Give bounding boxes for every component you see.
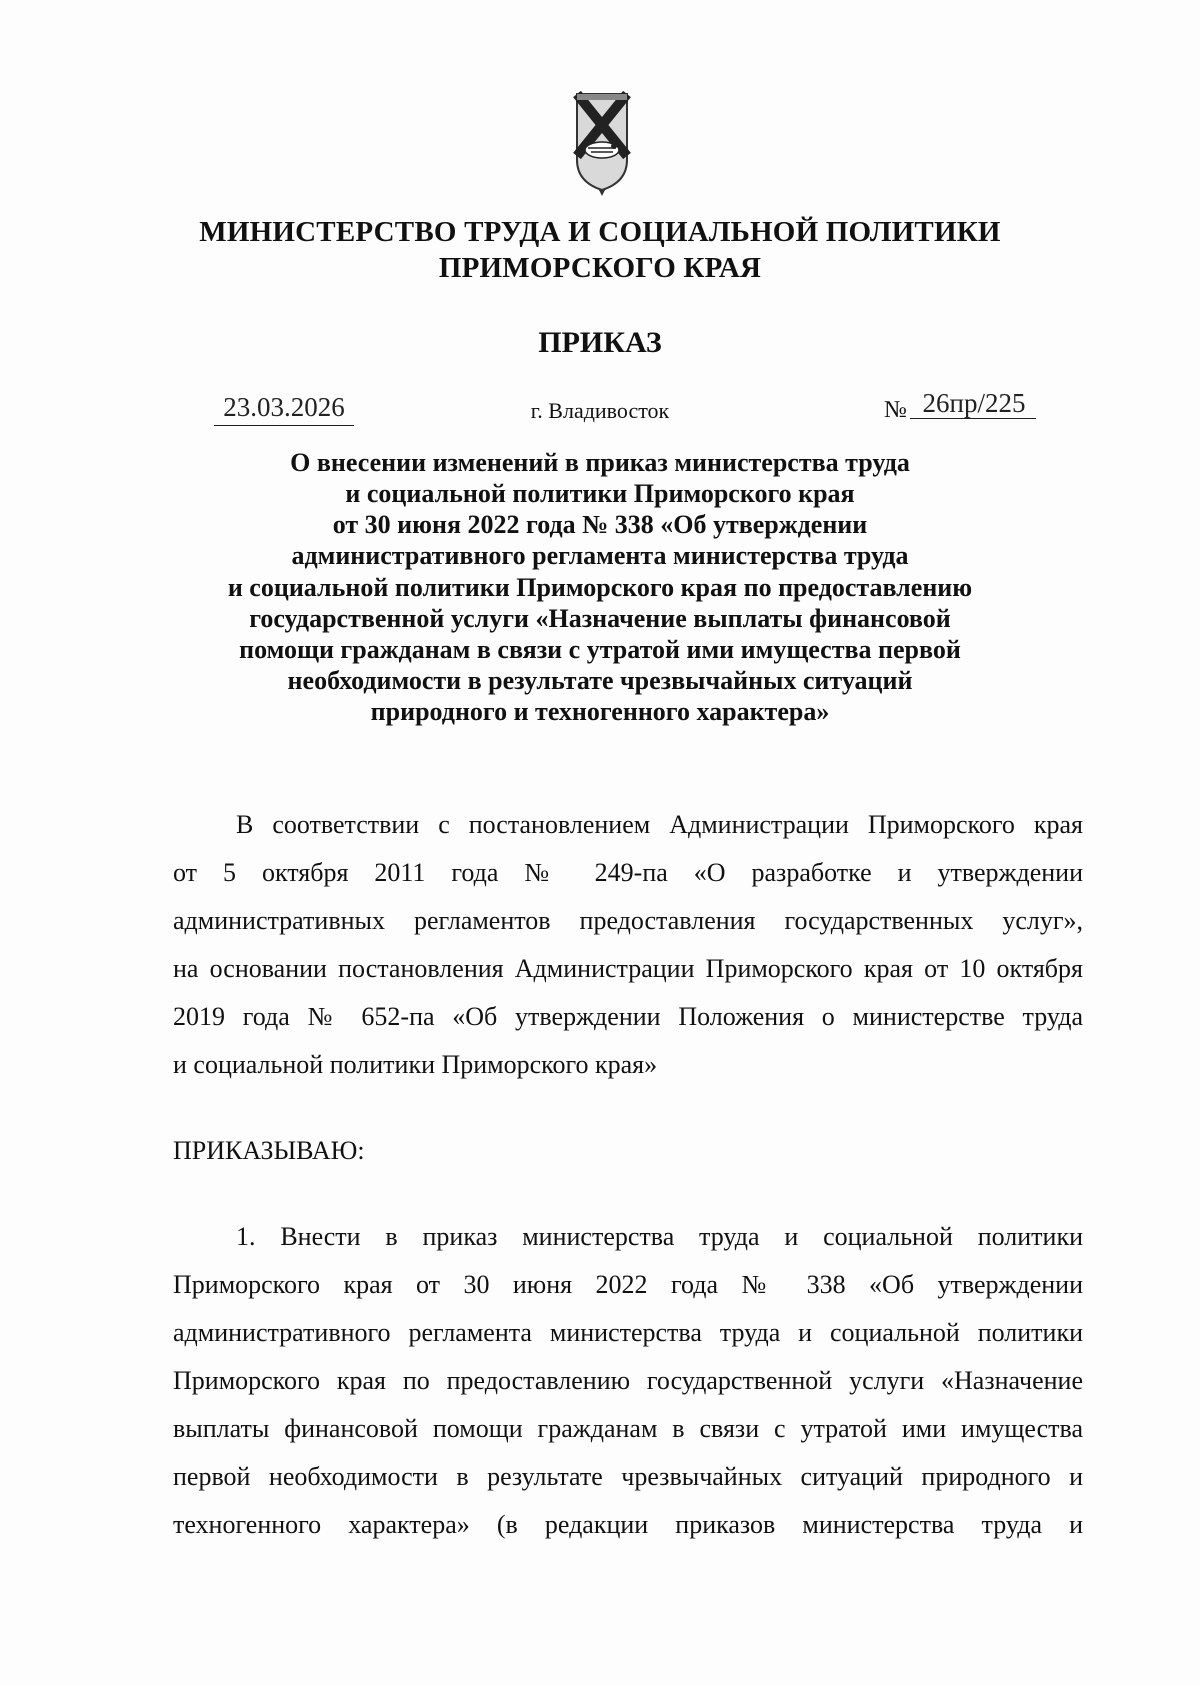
title-line: необходимости в результате чрезвычайных ситуаций (287, 666, 913, 695)
preamble-line: на основании постановления Администрации Приморского края от 10 октября (173, 954, 1083, 983)
item1-line: административного регламента министерства труда и социальной политики (173, 1318, 1083, 1347)
date-underline (214, 425, 354, 426)
title-line: от 30 июня 2022 года № 338 «Об утверждении (332, 510, 868, 539)
ministry-name-line-2: ПРИМОРСКОГО КРАЯ (438, 252, 762, 284)
order-word: ПРИКАЗЫВАЮ: (173, 1136, 365, 1165)
ministry-name-line-1: МИНИСТЕРСТВО ТРУДА И СОЦИАЛЬНОЙ ПОЛИТИКИ (199, 216, 1001, 248)
preamble-line: от 5 октября 2011 года № 249-па «О разработке и утверждении (173, 858, 1083, 887)
item1-line: техногенного характера» (в редакции приказов министерства труда и (173, 1510, 1083, 1539)
title-line: и социальной политики Приморского края по предоставлению (227, 573, 973, 602)
number-underline (910, 418, 1036, 419)
title-line: и социальной политики Приморского края (345, 479, 855, 508)
preamble-line: В соответствии с постановлением Администрации Приморского края (236, 810, 1083, 839)
coat-of-arms-icon (573, 90, 631, 198)
preamble-line: 2019 года № 652-па «Об утверждении Положения о министерстве труда (173, 1002, 1083, 1031)
preamble-line: административных регламентов предоставления государственных услуг», (173, 906, 1083, 935)
item1-line: Приморского края по предоставлению государственной услуги «Назначение (173, 1366, 1083, 1395)
title-line: О внесении изменений в приказ министерства труда (290, 448, 910, 477)
title-line: административного регламента министерства труда (291, 541, 909, 570)
item1-line: первой необходимости в результате чрезвычайных ситуаций природного и (173, 1462, 1083, 1491)
title-line: государственной услуги «Назначение выплаты финансовой (249, 604, 951, 633)
item1-line: Приморского края от 30 июня 2022 года № 338 «Об утверждении (173, 1270, 1083, 1299)
title-line: помощи гражданам в связи с утратой ими имущества первой (239, 635, 961, 664)
document-number: 26пр/225 (922, 388, 1026, 418)
preamble-line: и социальной политики Приморского края» (173, 1050, 658, 1079)
document-type-heading: ПРИКАЗ (538, 326, 662, 359)
document-city: г. Владивосток (530, 398, 670, 423)
title-line: природного и техногенного характера» (370, 697, 830, 726)
item1-line: 1. Внести в приказ министерства труда и социальной политики (236, 1222, 1083, 1251)
item1-line: выплаты финансовой помощи гражданам в связи с утратой ими имущества (173, 1414, 1083, 1443)
document-date: 23.03.2026 (223, 392, 345, 422)
number-sign: № (884, 397, 907, 423)
